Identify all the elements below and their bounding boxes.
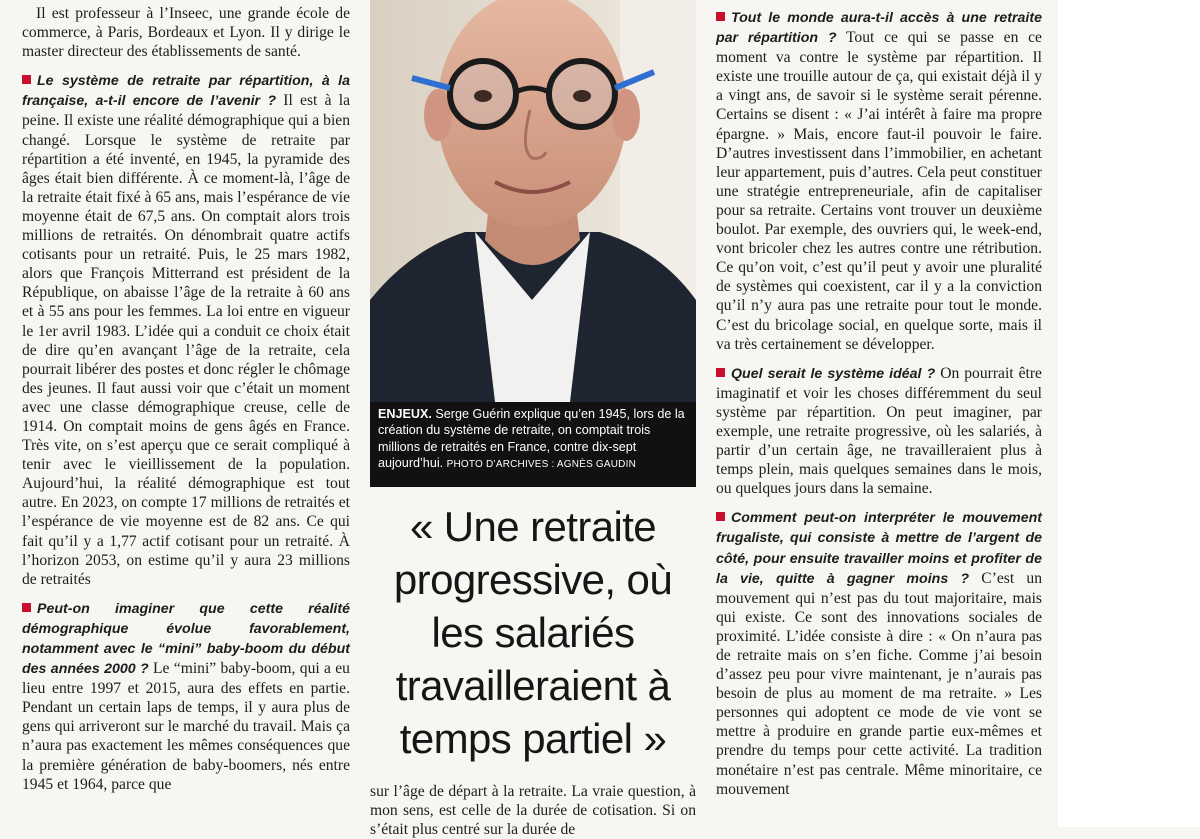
qa-block-baby-boom xyxy=(22,599,350,794)
portrait-photo xyxy=(370,0,696,402)
answer-text: On pourrait être imaginatif et voir les choses différemment du seul système par répartition. On peut imaginer, par exemple, une retraite progressive, où les salariés, à partir d’un certain âge, ne travailleraient plus à temps plein, mais quelques semaines dans le mois, ou quelques jours dans la semaine. xyxy=(716,364,1042,498)
page-margin xyxy=(1058,0,1200,827)
article-column-center: sur l’âge de départ à la retraite. La vraie question, à mon sens, est celle de la durée de cotisation. Si on s’était plus centré sur la durée de xyxy=(370,783,696,839)
pull-quote: « Une retraite progressive, où les salariés travailleraient à temps partiel » xyxy=(393,503,673,762)
qa-block-acces-retraite xyxy=(716,8,1042,354)
square-bullet-icon xyxy=(22,603,31,612)
question-text: Le système de retraite par répartition, à la française, a-t-il encore de l’avenir ? xyxy=(22,73,350,110)
square-bullet-icon xyxy=(716,512,725,521)
caption-lead: ENJEUX. xyxy=(378,407,432,421)
photo-block xyxy=(370,0,696,487)
photo-caption xyxy=(378,406,690,474)
square-bullet-icon xyxy=(22,75,31,84)
answer-text: Le “mini” baby-boom, qui a eu lieu entre 1997 et 2015, aura des effets en partie. Pendant un certain laps de temps, il y aura plus de gens qui arriveront sur le marché du travail. Mais ça n’aura pas exactement les mêmes conséquences que la première génération de baby-boomers, nés entre 1945 et 1964, parce que xyxy=(22,660,350,793)
photo-credit: PHOTO D’ARCHIVES : AGNÈS GAUDIN xyxy=(446,459,637,471)
answer-text: C’est un mouvement qui n’est pas du tout majoritaire, mais qui existe. Ce sont des innovations sociales de proximité. L’idée consiste à dire : « On n’aura pas de retraite mais on s’en fiche. Comme j’ai besoin d’assez peu pour vivre maintenant, je n’aurais pas besoin de plus au moment de ma retraite. » Les personnes qui adoptent ce mode de vie vont se mettre à produire en grande partie eux-mêmes et prendre du temps pour cette activité. La tradition monétaire n’est pas centrale. Même minoritaire, ce mouvement xyxy=(716,569,1042,798)
intro-paragraph: Il est professeur à l’Inseec, une grande école de commerce, à Paris, Bordeaux et Lyon. Il y dirige le master directeur des établissements de santé. xyxy=(22,5,350,61)
answer-text: Tout ce qui se passe en ce moment va contre le système par répartition. Il existe une trouille autour de ça, qui existait déjà il y a vingt ans, de savoir si le système serait pérenne. Certains se disent : « J’ai intérêt à faire ma propre épargne. » Mais, encore faut-il pouvoir le faire. D’autres investissent dans l’immobilier, en achetant leur appartement, puis d’autres. Cela peut constituer une stratégie entrepreneuriale, afin de capitaliser pour sa retraite. Certains vont trouver un deuxième boulot. Par exemple, des ouvriers qui, le week-end, vont bricoler chez les autres contre une rétribution. Ce qu’on voit, c’est qu’il peut y avoir une pluralité de systèmes qui coexistent, car il y a la conviction qu’il n’y aura pas une retraite pour tout le monde. C’est du bricolage social, en quelque sorte, mais il va très certainement se développer. xyxy=(716,29,1042,353)
answer-text: Il est à la peine. Il existe une réalité démographique qui a bien changé. Lorsque le système de retraite par répartition a été inventé, en 1945, la pyramide des âges était bien différente. À ce moment-là, l’âge de la retraite était fixé à 65 ans, mais l’espérance de vie moyenne était de 67,5 ans. On comptait alors trois millions de retraités. On dénombrait quatre actifs cotisants pour un retraité. Puis, le 25 mars 1982, alors que François Mitterrand est président de la République, on abaisse l’âge de la retraite à 60 ans et à 55 ans pour les femmes. La loi entre en vigueur le 1er avril 1983. L’idée qui a conduit ce choix était de dire qu’en avançant l’âge de la retraite, cela pourrait libérer des postes et donc régler le chômage des jeunes. Il faut aussi voir que c’était un moment avec une classe démographique creuse, celle de 1914. On comptait moins de gens âgés en France. Très vite, on s’est aperçu que ce serait compliqué à tenir avec le vieillissement de la population. Aujourd’hui, la réalité démographique est tout autre. En 2023, on compte 17 millions de retraités et l’espérance de vie moyenne est de 82 ans. Ce qui fait qu’il y a 1,77 actif cotisant pour un retraité. À l’horizon 2053, on estime qu’il y aura 23 millions de retraités xyxy=(22,92,351,588)
qa-block-systeme-ideal xyxy=(716,364,1042,499)
question-text: Quel serait le système idéal ? xyxy=(731,365,936,382)
question-text: Peut-on imaginer que cette réalité démographique évolue favorablement, notamment avec le “mini” baby-boom du début des années 2000 ? xyxy=(22,600,350,678)
question-text: Comment peut-on interpréter le mouvement frugaliste, qui consiste à mettre de l’argent de côté, pour ensuite travailler moins et profiter de la vie, quitte à gagner moins ? xyxy=(716,510,1042,587)
portrait-illustration-icon xyxy=(370,0,696,402)
qa-block-frugaliste xyxy=(716,508,1042,798)
qa-block-retraite-avenir xyxy=(22,71,350,589)
square-bullet-icon xyxy=(716,368,725,377)
square-bullet-icon xyxy=(716,12,725,21)
article-column-left xyxy=(22,0,350,827)
question-text: Tout le monde aura-t-il accès à une retraite par répartition ? xyxy=(716,10,1042,47)
article-column-right xyxy=(716,0,1042,827)
caption-text: Serge Guérin explique qu’en 1945, lors de la création du système de retraite, on comptait trois millions de retraités en France, contre dix-sept aujourd’hui. xyxy=(378,407,685,471)
